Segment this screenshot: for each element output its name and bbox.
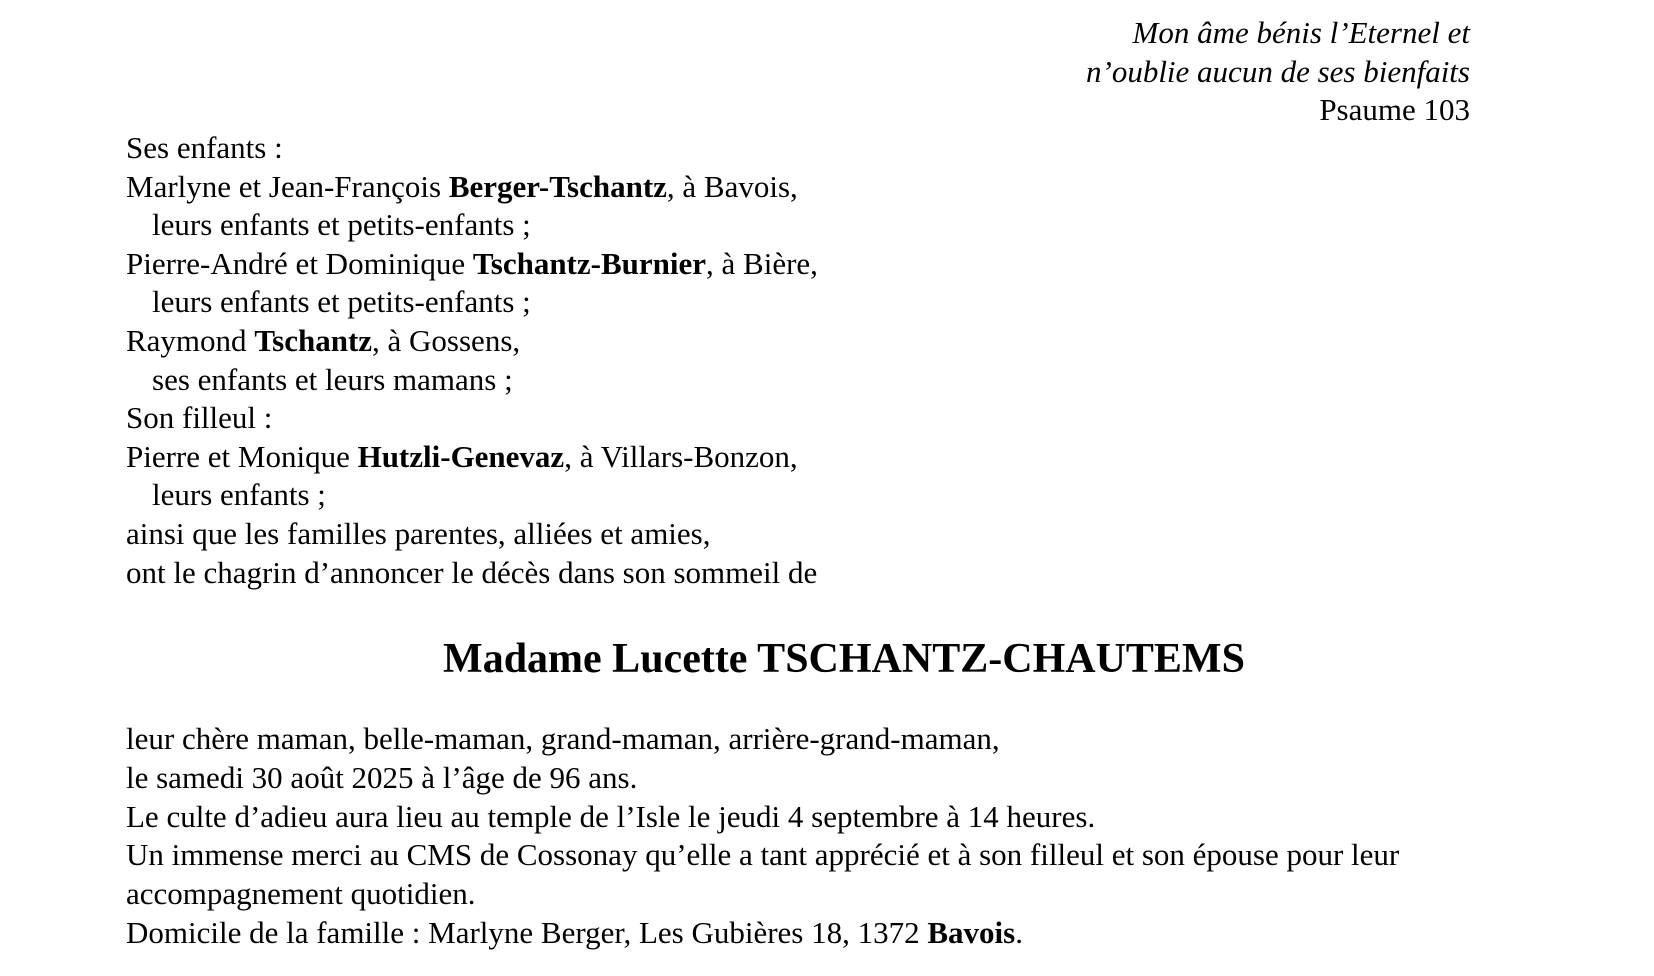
family-entry	[126, 168, 818, 207]
entry-place: , à Villars-Bonzon,	[564, 438, 798, 474]
entry-descendants: ses enfants et leurs mamans ;	[152, 361, 513, 397]
entry-surname: Hutzli-Genevaz	[357, 438, 565, 474]
family-entry	[126, 322, 818, 361]
deceased-name: Madame Lucette TSCHANTZ-CHAUTEMS	[443, 636, 1245, 682]
address-town: Bavois	[927, 914, 1016, 950]
family-entry	[126, 245, 818, 284]
date-of-death-line: le samedi 30 août 2025 à l’âge de 96 ans.	[126, 759, 638, 795]
epigraph-line-2: n’oublie aucun de ses bienfaits	[1086, 53, 1470, 89]
entry-surname: Berger-Tschantz	[448, 168, 667, 204]
announcement-line: ont le chagrin d’annoncer le décès dans son sommeil de	[126, 554, 818, 590]
entry-names: Raymond	[126, 322, 255, 358]
thanks-line: Un immense merci au CMS de Cossonay qu’elle a tant apprécié et à son filleul et son épouse pour leur	[126, 837, 1400, 873]
entry-descendants: leurs enfants ;	[152, 477, 326, 513]
entry-names: Pierre-André et Dominique	[126, 245, 473, 281]
entry-descendants: leurs enfants et petits-enfants ;	[152, 207, 531, 243]
entry-place: , à Bavois,	[666, 168, 798, 204]
address-prefix: Domicile de la famille : Marlyne Berger, Les Gubières 18, 1372	[126, 914, 928, 950]
family-list	[126, 129, 818, 592]
entry-place: , à Bière,	[706, 245, 818, 281]
entry-surname: Tschantz-Burnier	[472, 245, 707, 281]
relationship-line: leur chère maman, belle-maman, grand-maman, arrière-grand-maman,	[126, 721, 1000, 756]
thanks-line-continued: accompagnement quotidien.	[126, 876, 476, 912]
address-suffix: .	[1015, 914, 1023, 950]
entry-names: Marlyne et Jean-François	[126, 168, 449, 204]
epigraph	[1086, 14, 1470, 130]
entry-surname: Tschantz	[254, 322, 373, 358]
family-address	[126, 914, 1399, 953]
entry-place: , à Gossens,	[372, 322, 521, 358]
children-heading: Ses enfants :	[126, 130, 283, 165]
obituary-details	[126, 720, 1399, 953]
entry-descendants: leurs enfants et petits-enfants ;	[152, 284, 531, 320]
epigraph-reference: Psaume 103	[1319, 92, 1470, 127]
entry-names: Pierre et Monique	[126, 438, 358, 474]
relatives-line: ainsi que les familles parentes, alliées et amies,	[126, 515, 711, 551]
family-entry	[126, 438, 818, 477]
service-line: Le culte d’adieu aura lieu au temple de l’Isle le jeudi 4 septembre à 14 heures.	[126, 798, 1096, 834]
epigraph-line-1: Mon âme bénis l’Eternel et	[1132, 15, 1470, 50]
godson-heading: Son filleul :	[126, 400, 273, 436]
